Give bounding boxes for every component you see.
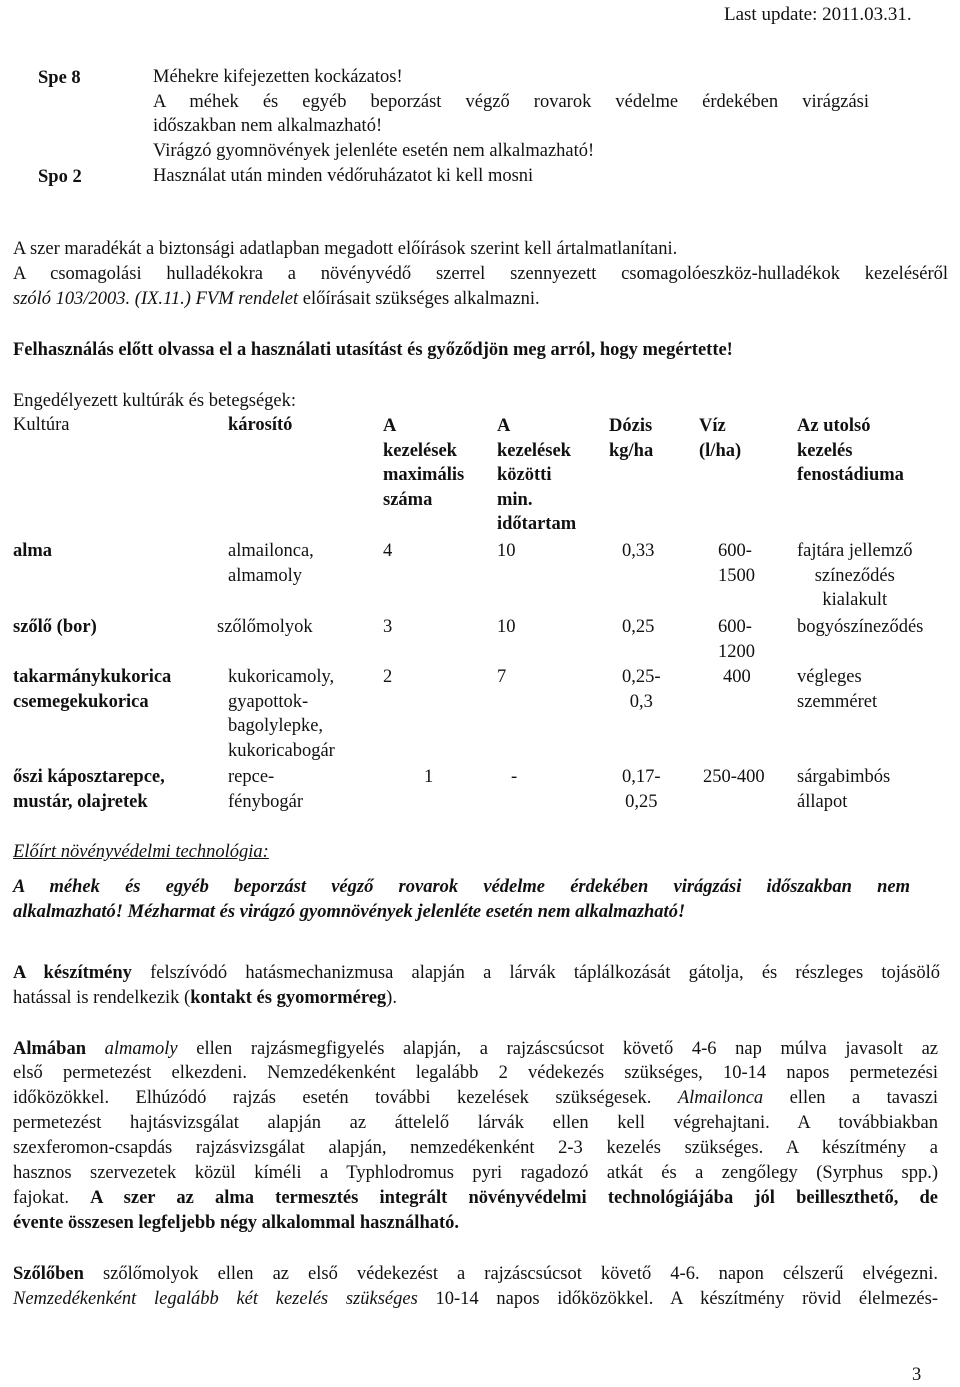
paragraph-text: ). bbox=[386, 988, 397, 1008]
cell-kozott: 10 bbox=[497, 617, 516, 637]
paragraph-text: 10-14 napos időközökkel. A készítmény rövid élelmezés- bbox=[417, 1289, 938, 1309]
paragraph-text: hatással is rendelkezik ( bbox=[13, 988, 191, 1008]
risk-line: Használat után minden védőruházatot ki kell mosni bbox=[153, 166, 534, 186]
paragraph-line bbox=[13, 1262, 938, 1286]
disposal-line bbox=[13, 287, 540, 311]
disposal-line: A csomagolási hulladékokra a növényvédő szerrel szennyezett csomagolóeszköz-hulladékok kezeléséről bbox=[13, 264, 948, 284]
cell-utolso: fajtára jellemző színeződés kialakult bbox=[797, 541, 913, 610]
cell-utolso: bogyószíneződés bbox=[797, 617, 924, 637]
cell-viz: 600- 1200 bbox=[718, 617, 755, 662]
paragraph-lead: Almában bbox=[13, 1039, 86, 1059]
cell-dozis: 0,17- 0,25 bbox=[622, 767, 661, 812]
cell-viz: 400 bbox=[723, 667, 751, 687]
cell-karosito: almailonca, almamoly bbox=[228, 541, 314, 586]
pest-name: almamoly bbox=[104, 1039, 178, 1059]
technology-warning: A méhek és egyéb beporzást végző rovarok védelme érdekében virágzási időszakban nem bbox=[13, 877, 910, 897]
pest-name: Almailonca bbox=[677, 1088, 764, 1108]
cell-kozott: 10 bbox=[497, 541, 516, 561]
risk-code-spo2: Spo 2 bbox=[38, 167, 82, 187]
cell-kozott: - bbox=[511, 767, 518, 787]
header-viz: Víz (l/ha) bbox=[699, 416, 742, 461]
paragraph-line bbox=[13, 1037, 938, 1061]
cell-max: 3 bbox=[383, 617, 393, 637]
cell-kultura: szőlő (bor) bbox=[13, 617, 97, 637]
risk-code-spe8: Spe 8 bbox=[38, 68, 81, 88]
cell-dozis: 0,33 bbox=[622, 541, 655, 561]
header-max: A kezelések maximális száma bbox=[383, 416, 465, 510]
paragraph-line: első permetezést elkezdeni. Nemzedékenként legalább 2 védekezés szükséges, 10-14 napos permetezési bbox=[13, 1063, 938, 1083]
header-karosito: károsító bbox=[228, 415, 293, 435]
cell-viz: 250-400 bbox=[703, 767, 765, 787]
header-kozott: A kezelések közötti min. időtartam bbox=[497, 416, 577, 534]
cell-kultura: takarmánykukorica csemegekukorica bbox=[13, 667, 172, 712]
table-title: Engedélyezett kultúrák és betegségek: bbox=[13, 391, 297, 411]
paragraph-text: fajokat. bbox=[13, 1188, 91, 1208]
technology-warning: alkalmazható! Mézharmat és virágzó gyomnövények jelenléte esetén nem alkalmazható! bbox=[13, 902, 686, 922]
cell-karosito: szőlőmolyok bbox=[217, 617, 313, 637]
usage-warning: Felhasználás előtt olvassa el a használati utasítást és győződjön meg arról, hogy megértette! bbox=[13, 340, 733, 360]
cell-kozott: 7 bbox=[497, 667, 507, 687]
risk-line: A méhek és egyéb beporzást végző rovarok védelme érdekében virágzási bbox=[153, 92, 869, 112]
cell-kultura: alma bbox=[13, 541, 53, 561]
cell-utolso: sárgabimbós állapot bbox=[797, 767, 891, 812]
cell-max: 4 bbox=[383, 541, 393, 561]
paragraph-bold: kontakt és gyomorméreg bbox=[190, 988, 387, 1008]
header-utolso: Az utolsó kezelés fenostádiuma bbox=[797, 416, 904, 485]
paragraph-lead: Szőlőben bbox=[13, 1264, 84, 1284]
paragraph-text: felszívódó hatásmechanizmusa alapján a lárvák táplálkozását gátolja, és részleges tojásölő bbox=[131, 963, 940, 983]
risk-line: Méhekre kifejezetten kockázatos! bbox=[153, 67, 403, 87]
cell-dozis: 0,25 bbox=[622, 617, 655, 637]
cell-karosito: repce- fénybogár bbox=[228, 767, 303, 812]
paragraph-bold: A szer az alma termesztés integrált növényvédelmi technológiájába jól beilleszthető, de bbox=[90, 1188, 938, 1208]
paragraph-text: időközökkel. Elhúzódó rajzás esetén további kezelések szükségesek. bbox=[13, 1088, 678, 1108]
paragraph-text: ellen rajzásmegfigyelés alapján, a rajzáscsúcsot követő 4-6 nap múlva javasolt az bbox=[177, 1039, 939, 1059]
cell-viz: 600- 1500 bbox=[718, 541, 755, 586]
disposal-line: A szer maradékát a biztonsági adatlapban megadott előírások szerint kell ártalmatlanítani. bbox=[13, 239, 678, 259]
last-update: Last update: 2011.03.31. bbox=[724, 4, 912, 25]
paragraph-text: szőlőmolyok ellen az első védekezést a rajzáscsúcsot követő 4-6. napon célszerű elvégezni. bbox=[83, 1264, 938, 1284]
disposal-text: előírásait szükséges alkalmazni. bbox=[298, 289, 540, 309]
paragraph-line bbox=[13, 1287, 938, 1311]
paragraph-line: évente összesen legfeljebb négy alkalommal használható. bbox=[13, 1213, 460, 1233]
cell-kultura: őszi káposztarepce, mustár, olajretek bbox=[13, 767, 165, 812]
paragraph-line bbox=[13, 961, 940, 985]
paragraph-line bbox=[13, 1086, 938, 1110]
paragraph-lead: A készítmény bbox=[13, 963, 132, 983]
paragraph-line: szexferomon-csapdás rajzásvizsgálat alapján, nemzedékenként 2-3 kezelés szükséges. A készítmény a bbox=[13, 1138, 938, 1158]
cell-max: 1 bbox=[424, 767, 434, 787]
paragraph-line: permetezést hajtásvizsgálat alapján az áttelelő lárvák ellen kell végrehajtani. A továbbiakban bbox=[13, 1113, 938, 1133]
page-number: 3 bbox=[912, 1365, 922, 1385]
risk-line: Virágzó gyomnövények jelenléte esetén nem alkalmazható! bbox=[153, 141, 595, 161]
paragraph-line: hasznos szervezetek közül kíméli a Typhlodromus pyri ragadozó atkát és a zengőlegy (Syrphus spp.) bbox=[13, 1163, 938, 1183]
paragraph-line bbox=[13, 1186, 938, 1210]
cell-max: 2 bbox=[383, 667, 393, 687]
cell-utolso: végleges szemméret bbox=[797, 667, 878, 712]
risk-line: időszakban nem alkalmazható! bbox=[153, 116, 383, 136]
header-dozis: Dózis kg/ha bbox=[609, 416, 654, 461]
cell-dozis: 0,25- 0,3 bbox=[622, 667, 661, 712]
paragraph-text: ellen a tavaszi bbox=[763, 1088, 938, 1108]
technology-heading: Előírt növényvédelmi technológia: bbox=[13, 842, 269, 862]
paragraph-line bbox=[13, 986, 397, 1010]
cell-karosito: kukoricamoly, gyapottok- bagolylepke, kukoricabogár bbox=[228, 667, 335, 761]
header-kultura: Kultúra bbox=[13, 415, 70, 435]
paragraph-italic: Nemzedékenként legalább két kezelés szükséges bbox=[13, 1289, 418, 1309]
regulation-ref: szóló 103/2003. (IX.11.) FVM rendelet bbox=[13, 289, 299, 309]
